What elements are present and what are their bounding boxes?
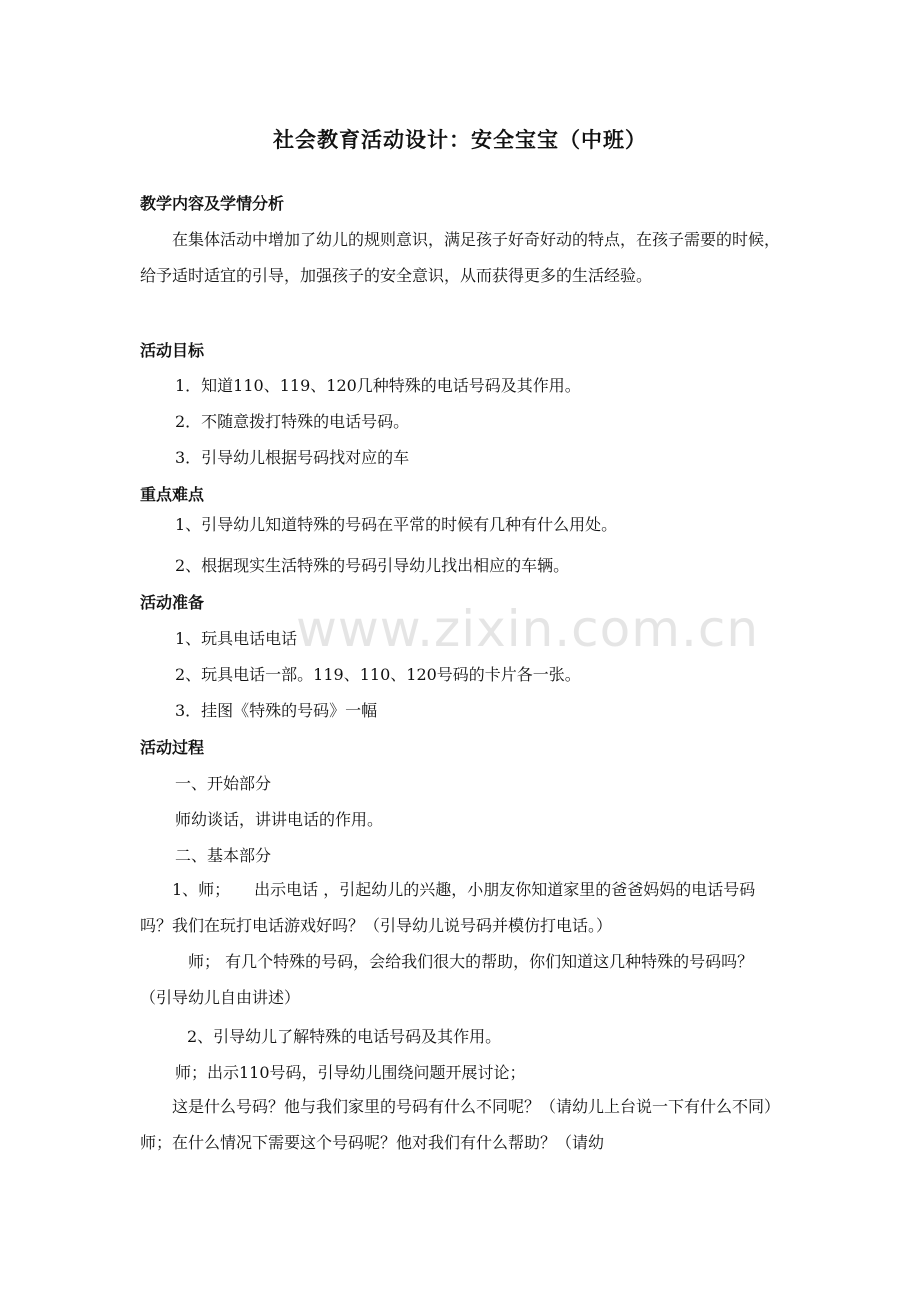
watermark: www.zixin.com.cn	[296, 600, 760, 658]
process-paragraph-4: 师；出示110号码，引导幼儿围绕问题开展讨论；	[175, 1063, 526, 1082]
heading-analysis: 教学内容及学情分析	[140, 194, 285, 213]
process-paragraph-3: 2、引导幼儿了解特殊的电话号码及其作用。	[187, 1027, 502, 1046]
process-part1-title: 一、开始部分	[175, 774, 272, 793]
process-part1-text: 师幼谈话，讲讲电话的作用。	[175, 810, 384, 829]
key-point-item-2: 2、根据现实生活特殊的号码引导幼儿找出相应的车辆。	[175, 556, 570, 575]
goal-item-2: 2．不随意拨打特殊的电话号码。	[175, 412, 410, 431]
document-title: 社会教育活动设计：安全宝宝（中班）	[273, 128, 647, 152]
heading-goals: 活动目标	[140, 341, 205, 360]
heading-key-points: 重点难点	[140, 485, 205, 504]
paragraph-analysis: 在集体活动中增加了幼儿的规则意识，满足孩子好奇好动的特点，在孩子需要的时候，给予适时适宜的引导，加强孩子的安全意识，从而获得更多的生活经验。	[140, 230, 781, 285]
process-paragraph-1: 1、师； 出示电话 ，引起幼儿的兴趣，小朋友你知道家里的爸爸妈妈的电话号码吗？我们在玩打电话游戏好吗？（引导幼儿说号码并模仿打电话。）	[140, 880, 756, 935]
preparation-item-3: 3．挂图《特殊的号码》一幅	[175, 701, 378, 720]
heading-preparation: 活动准备	[140, 593, 205, 612]
process-paragraph-5: 这是什么号码？他与我们家里的号码有什么不同呢？（请幼儿上台说一下有什么不同）师；在什么情况下需要这个号码呢？他对我们有什么帮助？（请幼	[140, 1097, 781, 1152]
goal-item-1: 1．知道110、119、120几种特殊的电话号码及其作用。	[175, 376, 581, 395]
heading-process: 活动过程	[140, 738, 205, 757]
goal-item-3: 3．引导幼儿根据号码找对应的车	[175, 448, 410, 467]
preparation-item-2: 2、玩具电话一部。119、110、120号码的卡片各一张。	[175, 665, 581, 684]
preparation-item-1: 1、玩具电话电话	[175, 629, 298, 648]
process-paragraph-2: 师； 有几个特殊的号码，会给我们很大的帮助，你们知道这几种特殊的号码吗？（引导幼儿自由讲述）	[140, 952, 754, 1007]
key-point-item-1: 1、引导幼儿知道特殊的号码在平常的时候有几种有什么用处。	[175, 515, 618, 534]
process-part2-title: 二、基本部分	[175, 846, 272, 865]
